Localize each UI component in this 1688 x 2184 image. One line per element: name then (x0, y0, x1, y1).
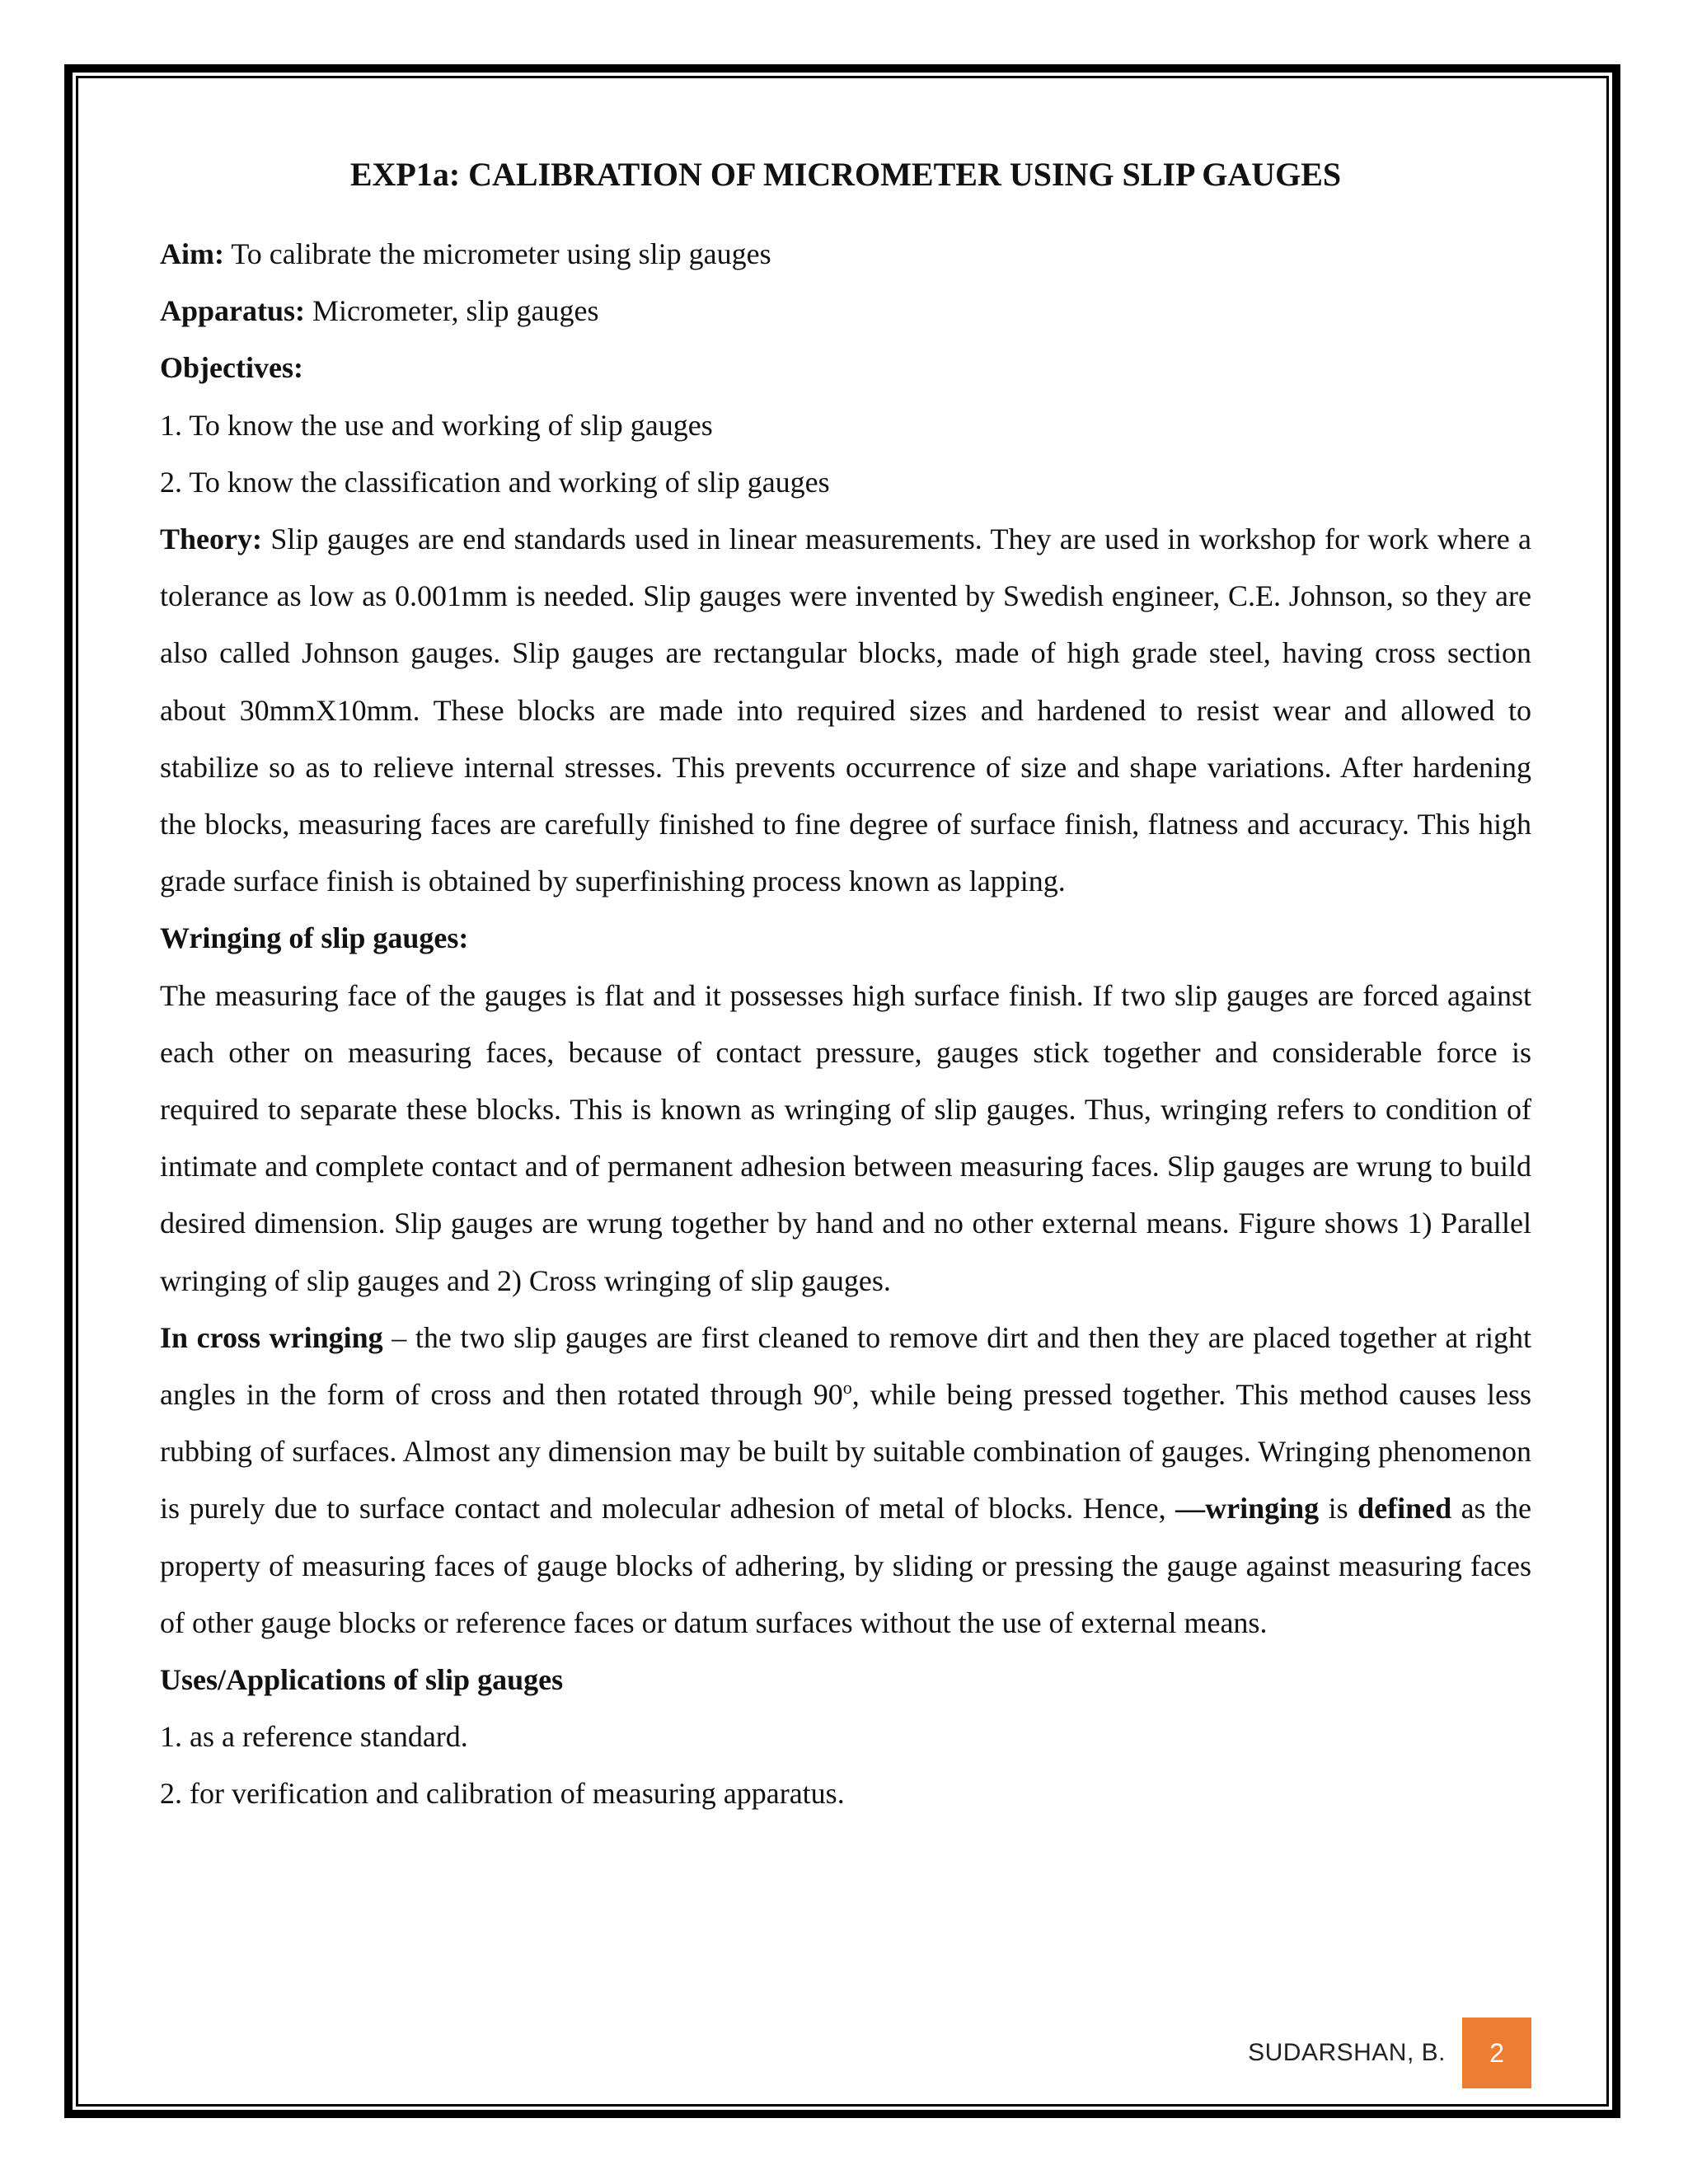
theory-paragraph (160, 511, 1531, 910)
apparatus-line (160, 283, 1531, 340)
cross-wringing-label: In cross wringing (160, 1320, 383, 1354)
document-body (160, 155, 1531, 1823)
theory-label: Theory: (160, 523, 262, 556)
document-title: EXP1a: CALIBRATION OF MICROMETER USING SLIP GAUGES (349, 156, 1342, 193)
aim-label: Aim: (160, 237, 224, 270)
uses-item: 1. as a reference standard. (160, 1720, 468, 1754)
uses-heading: Uses/Applications of slip gauges (160, 1663, 564, 1697)
degree-superscript: o (842, 1377, 852, 1399)
cross-wringing-paragraph: In cross wringing – the two slip gauges are first cleaned to remove dirt and then they are placed together at right angles in the form of cross and then rotated through 90$^o$, while being pressed together. This method causes less rubbing of surfaces. Almost any dimension may be built by suitable combination of gauges. Wringing phenomenon is purely due to surface contact and molecular adhesion of metal of blocks. Hence, ―wringing is defined as the property of measuring faces of gauge blocks of adhering, by sliding or pressing the gauge against measuring faces of other gauge blocks or reference faces or datum surfaces without the use of external means. (160, 1320, 1532, 1639)
wringing-heading: Wringing of slip gauges: (160, 921, 469, 955)
wringing-paragraph: The measuring face of the gauges is flat and it possesses high surface finish. If two slip gauges are forced against each other on measuring faces, because of contact pressure, gauges stick together and considerable force is required to separate these blocks. This is known as wringing of slip gauges. Thus, wringing refers to condition of intimate and complete contact and of permanent adhesion between measuring faces. Slip gauges are wrung to build desired dimension. Slip gauges are wrung together by hand and no other external means. Figure shows 1) Parallel wringing of slip gauges and 2) Cross wringing of slip gauges. (160, 978, 1531, 1297)
page-footer (1248, 2018, 1531, 2088)
page-number-badge: 2 (1462, 2018, 1531, 2088)
aim-text: To calibrate the micrometer using slip gauges (223, 237, 771, 270)
apparatus-text: Micrometer, slip gauges (305, 294, 599, 328)
aim-line (160, 226, 1531, 283)
footer-author: SUDARSHAN, B. (1248, 2039, 1446, 2066)
apparatus-label: Apparatus: (160, 294, 306, 328)
uses-item: 2. for verification and calibration of measuring apparatus. (160, 1777, 845, 1811)
objectives-heading: Objectives: (160, 351, 303, 385)
objective-item: 2. To know the classification and working of slip gauges (160, 465, 830, 499)
theory-text: Slip gauges are end standards used in linear measurements. They are used in workshop for work where a tolerance as low as 0.001mm is needed. Slip gauges were invented by Swedish engineer, C.E. Johnson, so they are also called Johnson gauges. Slip gauges are rectangular blocks, made of high grade steel, having cross section about 30mmX10mm. These blocks are made into required sizes and hardened to resist wear and allowed to stabilize so as to relieve internal stresses. This prevents occurrence of size and shape variations. After hardening the blocks, measuring faces are carefully finished to fine degree of surface finish, flatness and accuracy. This high grade surface finish is obtained by superfinishing process known as lapping. (160, 523, 1531, 898)
objective-item: 1. To know the use and working of slip gauges (160, 408, 713, 442)
